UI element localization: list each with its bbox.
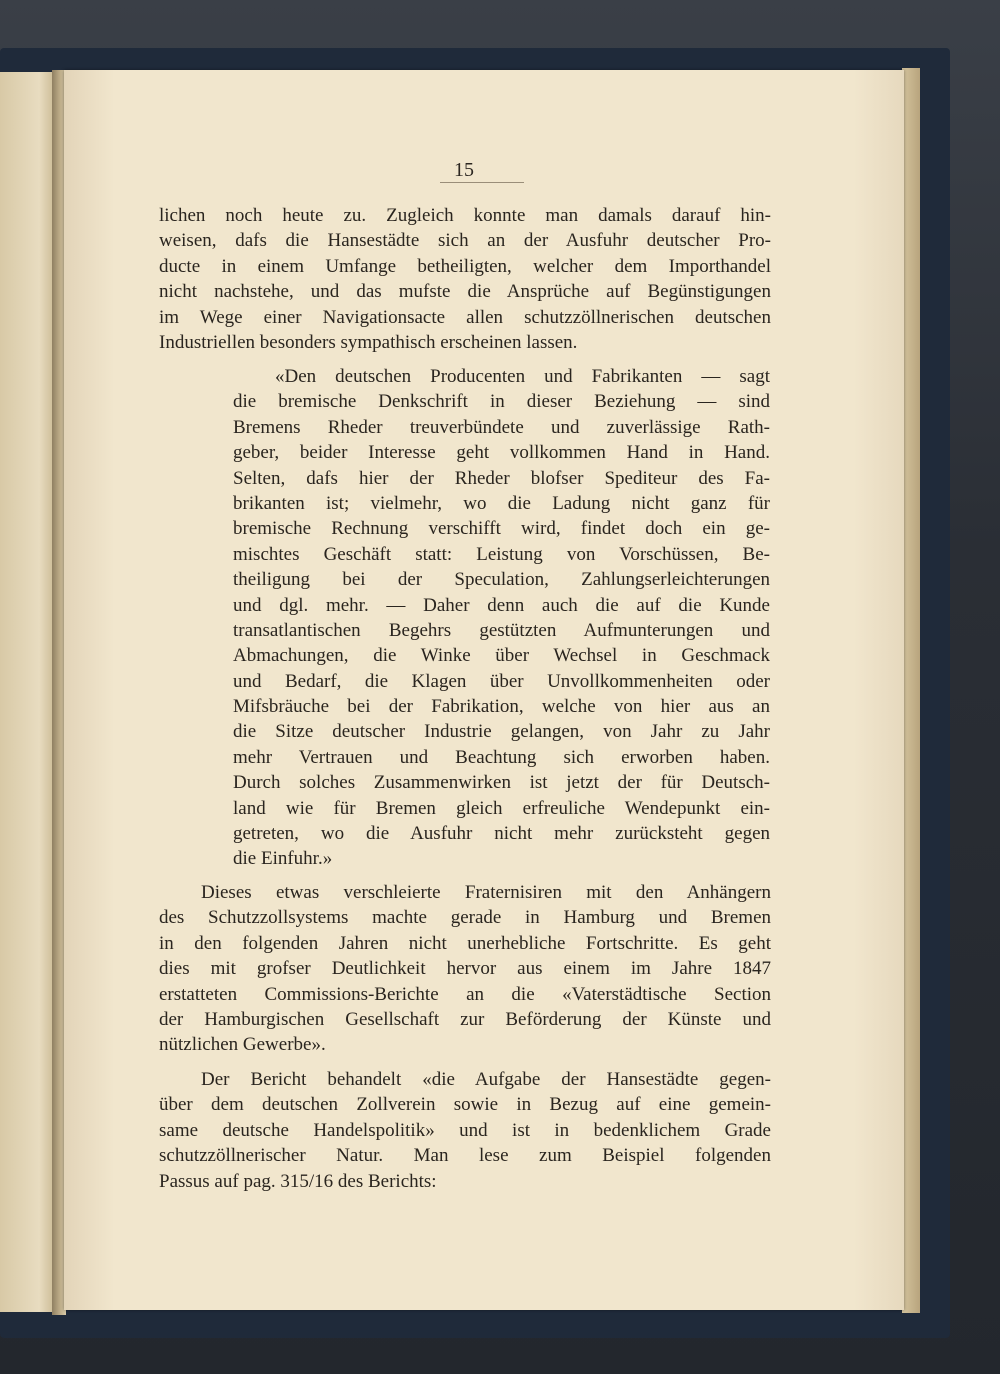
text-line: weisen, dafs die Hansestädte sich an der Ausfuhr deutscher Pro-	[159, 230, 771, 252]
text-line: Der Bericht behandelt «die Aufgabe der Hansestädte gegen-	[201, 1069, 771, 1090]
paragraph-3	[159, 1067, 771, 1194]
quote-line: «Den deutschen Producenten und Fabrikanten — sagt	[275, 366, 770, 387]
quote-line: Bremens Rheder treuverbündete und zuverlässige Rath-	[233, 416, 770, 438]
quote-line: die bremische Denkschrift in dieser Beziehung — sind	[233, 391, 770, 413]
text-line: dies mit grofser Deutlichkeit hervor aus einem im Jahre 1847	[159, 958, 771, 980]
quote-line: transatlantischen Begehrs gestützten Aufmunterungen und	[233, 619, 770, 641]
text-line: Dieses etwas verschleierte Fraternisiren mit den Anhängern	[201, 882, 771, 903]
text-line: der Hamburgischen Gesellschaft zur Beförderung der Künste und	[159, 1008, 771, 1030]
text-line: im Wege einer Navigationsacte allen schutzzöllnerischen deutschen	[159, 306, 771, 328]
quote-line: die Sitze deutscher Industrie gelangen, von Jahr zu Jahr	[233, 721, 770, 743]
text-line: nützlichen Gewerbe».	[159, 1034, 326, 1056]
text-line: des Schutzzollsystems machte gerade in Hamburg und Bremen	[159, 907, 771, 929]
text-line: nicht nachstehe, und das mufste die Ansprüche auf Begünstigungen	[159, 281, 771, 303]
quote-line: brikanten ist; vielmehr, wo die Ladung nicht ganz für	[233, 492, 770, 514]
text-line: Passus auf pag. 315/16 des Berichts:	[159, 1170, 437, 1192]
text-line: schutzzöllnerischer Natur. Man lese zum Beispiel folgenden	[159, 1145, 771, 1167]
quote-line: Abmachungen, die Winke über Wechsel in Geschmack	[233, 645, 770, 667]
quote-line: bremische Rechnung verschifft wird, findet doch ein ge-	[233, 518, 770, 540]
page-number: 15	[440, 158, 524, 183]
quote-line: Selten, dafs hier der Rheder blofser Spediteur des Fa-	[233, 467, 770, 489]
quote-line: geber, beider Interesse geht vollkommen Hand in Hand.	[233, 442, 770, 464]
text-line: ducte in einem Umfange betheiligten, welcher dem Importhandel	[159, 255, 771, 277]
quote-line: getreten, wo die Ausfuhr nicht mehr zurücksteht gegen	[233, 823, 770, 845]
quote-line: mischtes Geschäft statt: Leistung von Vorschüssen, Be-	[233, 543, 770, 565]
quote-line: die Einfuhr.»	[233, 848, 333, 870]
quote-line: und dgl. mehr. — Daher denn auch die auf die Kunde	[233, 594, 770, 616]
text-line: über dem deutschen Zollverein sowie in Bezug auf eine gemein-	[159, 1094, 771, 1116]
quote-line: theiligung bei der Speculation, Zahlungserleichterungen	[233, 569, 770, 591]
paragraph-1	[159, 203, 771, 355]
text-line: in den folgenden Jahren nicht unerhebliche Fortschritte. Es geht	[159, 932, 771, 954]
quote-line: Durch solches Zusammenwirken ist jetzt der für Deutsch-	[233, 772, 770, 794]
quote-line: Mifsbräuche bei der Fabrikation, welche von hier aus an	[233, 696, 770, 718]
quote-line: land wie für Bremen gleich erfreuliche Wendepunkt ein-	[233, 797, 770, 819]
quote-line: mehr Vertrauen und Beachtung sich erworben haben.	[233, 746, 770, 768]
text-line: erstatteten Commissions-Berichte an die «Vaterstädtische Section	[159, 983, 771, 1005]
quote-line: und Bedarf, die Klagen über Unvollkommenheiten oder	[233, 670, 770, 692]
paragraph-2	[159, 880, 771, 1058]
block-quote	[233, 364, 770, 872]
text-line: same deutsche Handelspolitik» und ist in bedenklichem Grade	[159, 1119, 771, 1141]
text-line: lichen noch heute zu. Zugleich konnte man damals darauf hin-	[159, 205, 771, 226]
page-edge	[902, 68, 920, 1313]
text-line: Industriellen besonders sympathisch erscheinen lassen.	[159, 331, 578, 353]
left-page-edge	[0, 72, 56, 1312]
